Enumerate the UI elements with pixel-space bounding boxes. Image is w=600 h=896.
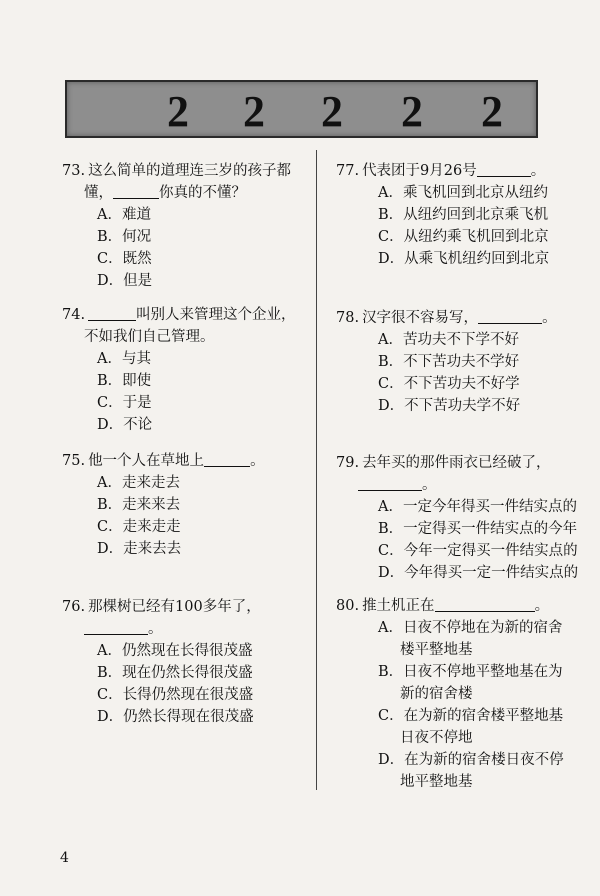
banner-digit: 2 <box>321 87 343 136</box>
option-b[interactable]: B．一定得买一件结实点的今年 <box>378 521 578 537</box>
question-79: 79. 去年买的那件雨衣已经破了， 。 A．一定今年得买一件结实点的 B．一定得买一件结实点的今年 C．今年一定得买一件结实点的 D．今年得买一定一件结实点的 <box>336 452 578 584</box>
option-c[interactable]: C．长得仍然现在很茂盛 <box>97 687 254 703</box>
option-d[interactable]: D．不论 <box>97 417 153 433</box>
option-b[interactable]: B．何况 <box>97 229 152 245</box>
option-b[interactable]: B．日夜不停地平整地基在为 新的宿舍楼 <box>378 664 563 702</box>
column-divider <box>316 150 317 790</box>
question-73: 73. 这么简单的道理连三岁的孩子都 懂， 你真的不懂？ A．难道 B．何况 C．既然 D．但是 <box>62 160 291 292</box>
banner-digit: 2 <box>481 87 503 136</box>
page-number: 4 <box>60 850 69 866</box>
question-77: 77. 代表团于9月26号 。 A．乘飞机回到北京从纽约 B．从纽约回到北京乘飞机 C．从纽约乘飞机回到北京 D．从乘飞机纽约回到北京 <box>336 160 549 270</box>
option-a[interactable]: A．乘飞机回到北京从纽约 <box>378 185 548 201</box>
option-a[interactable]: A．难道 <box>97 207 151 223</box>
section-banner <box>65 80 538 138</box>
option-d[interactable]: D．走来去去 <box>97 541 182 557</box>
option-c[interactable]: C．从纽约乘飞机回到北京 <box>378 229 549 245</box>
option-c[interactable]: C．于是 <box>97 395 152 411</box>
option-b[interactable]: B．走来来去 <box>97 497 181 513</box>
option-a[interactable]: A．苦功夫不下学不好 <box>378 332 519 348</box>
banner-digit: 2 <box>167 87 189 136</box>
option-a[interactable]: A．日夜不停地在为新的宿舍 楼平整地基 <box>378 620 563 658</box>
option-d[interactable]: D．不下苦功夫学不好 <box>378 398 521 414</box>
option-d[interactable]: D．在为新的宿舍楼日夜不停 地平整地基 <box>378 752 564 790</box>
option-a[interactable]: A．一定今年得买一件结实点的 <box>378 499 577 515</box>
question-74: 74. 叫别人来管理这个企业， 不如我们自己管理。 A．与其 B．即使 C．于是 D．不论 <box>62 304 296 436</box>
banner-digit: 2 <box>401 87 423 136</box>
question-80: 80. 推土机正在 。 A．日夜不停地在为新的宿舍 楼平整地基 B．日夜不停地平整地基在为 新的宿舍楼 C．在为新的宿舍楼平整地基 日夜不停地 D．在为新的宿舍楼日夜不停 地平整地基 <box>336 595 564 793</box>
option-a[interactable]: A．与其 <box>97 351 151 367</box>
option-d[interactable]: D．但是 <box>97 273 153 289</box>
answer-blank[interactable] <box>478 309 542 324</box>
option-c[interactable]: C．在为新的宿舍楼平整地基 日夜不停地 <box>378 708 564 746</box>
answer-blank[interactable] <box>204 452 250 467</box>
option-c[interactable]: C．既然 <box>97 251 152 267</box>
answer-blank[interactable] <box>113 184 159 199</box>
answer-blank[interactable] <box>84 620 148 635</box>
option-b[interactable]: B．不下苦功夫不学好 <box>378 354 520 370</box>
answer-blank[interactable] <box>435 597 535 612</box>
option-a[interactable]: A．走来走去 <box>97 475 180 491</box>
option-b[interactable]: B．现在仍然长得很茂盛 <box>97 665 253 681</box>
option-c[interactable]: C．走来走走 <box>97 519 181 535</box>
option-d[interactable]: D．从乘飞机纽约回到北京 <box>378 251 550 267</box>
option-d[interactable]: D．仍然长得现在很茂盛 <box>97 709 254 725</box>
answer-blank[interactable] <box>88 306 136 321</box>
option-c[interactable]: C．不下苦功夫不好学 <box>378 376 520 392</box>
option-b[interactable]: B．从纽约回到北京乘飞机 <box>378 207 549 223</box>
question-75: 75. 他一个人在草地上 。 A．走来走去 B．走来来去 C．走来走走 D．走来去去 <box>62 450 265 560</box>
option-c[interactable]: C．今年一定得买一件结实点的 <box>378 543 578 559</box>
option-b[interactable]: B．即使 <box>97 373 152 389</box>
answer-blank[interactable] <box>477 162 531 177</box>
banner-digit: 2 <box>243 87 265 136</box>
option-a[interactable]: A．仍然现在长得很茂盛 <box>97 643 253 659</box>
option-d[interactable]: D．今年得买一定一件结实点的 <box>378 565 579 581</box>
question-76: 76. 那棵树已经有100多年了， 。 A．仍然现在长得很茂盛 B．现在仍然长得很茂盛 C．长得仍然现在很茂盛 D．仍然长得现在很茂盛 <box>62 596 261 728</box>
question-78: 78. 汉字很不容易写， 。 A．苦功夫不下学不好 B．不下苦功夫不学好 C．不下苦功夫不好学 D．不下苦功夫学不好 <box>336 307 557 417</box>
answer-blank[interactable] <box>358 476 422 491</box>
